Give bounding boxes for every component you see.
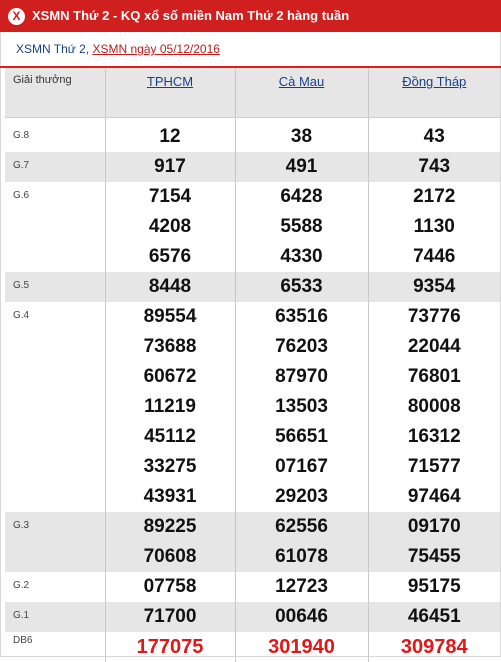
results-body [5, 118, 500, 662]
province-dongthap-link[interactable]: Đồng Tháp [368, 68, 500, 118]
prize-number: 743 [369, 152, 501, 182]
result-cell [368, 602, 500, 632]
page-header [0, 0, 501, 32]
prize-number: 9354 [369, 272, 501, 302]
result-cell [368, 632, 500, 662]
prize-number: 75455 [369, 542, 501, 572]
logo-letter: X [8, 8, 25, 25]
province-tphcm-link[interactable]: TPHCM [105, 68, 235, 118]
prize-number: 6533 [236, 272, 368, 302]
result-cell [105, 512, 235, 572]
table-row [5, 122, 500, 152]
result-cell [368, 302, 500, 512]
prize-number: 70608 [106, 542, 235, 572]
prize-name: DB6 [5, 632, 105, 662]
table-row [5, 602, 500, 632]
prize-number: 71577 [369, 452, 501, 482]
prize-column-header: Giải thưởng [5, 68, 105, 118]
prize-number: 76801 [369, 362, 501, 392]
table-row [5, 182, 500, 272]
result-cell [235, 182, 368, 272]
prize-number: 43931 [106, 482, 235, 512]
prize-number: 6428 [236, 182, 368, 212]
result-cell [105, 602, 235, 632]
prize-name: G.2 [5, 572, 105, 602]
prize-number: 89554 [106, 302, 235, 332]
prize-number: 89225 [106, 512, 235, 542]
result-cell [368, 272, 500, 302]
prize-number: 45112 [106, 422, 235, 452]
prize-number: 09170 [369, 512, 501, 542]
result-cell [368, 182, 500, 272]
prize-number: 2172 [369, 182, 501, 212]
breadcrumb-prefix: XSMN Thứ 2, [16, 42, 93, 56]
prize-number: 16312 [369, 422, 501, 452]
prize-number: 62556 [236, 512, 368, 542]
special-prize-number: 309784 [369, 632, 501, 662]
table-row [5, 152, 500, 182]
prize-number: 95175 [369, 572, 501, 602]
table-row [5, 572, 500, 602]
prize-name: G.1 [5, 602, 105, 632]
prize-number: 73776 [369, 302, 501, 332]
table-row [5, 272, 500, 302]
prize-number: 4330 [236, 242, 368, 272]
prize-number: 7446 [369, 242, 501, 272]
result-cell [368, 572, 500, 602]
result-cell [105, 632, 235, 662]
prize-number: 917 [106, 152, 235, 182]
prize-number: 7154 [106, 182, 235, 212]
result-cell [235, 572, 368, 602]
prize-number: 6576 [106, 242, 235, 272]
table-row [5, 512, 500, 572]
prize-number: 00646 [236, 602, 368, 632]
result-cell [235, 512, 368, 572]
prize-number: 11219 [106, 392, 235, 422]
result-cell [235, 602, 368, 632]
results-table [5, 68, 500, 662]
result-cell [235, 152, 368, 182]
result-cell [105, 272, 235, 302]
result-cell [368, 152, 500, 182]
prize-number: 73688 [106, 332, 235, 362]
page-title: XSMN Thứ 2 - KQ xổ số miền Nam Thứ 2 hàng tuần [32, 8, 349, 23]
table-row [5, 632, 500, 662]
prize-number: 22044 [369, 332, 501, 362]
prize-number: 56651 [236, 422, 368, 452]
result-cell [235, 302, 368, 512]
prize-number: 80008 [369, 392, 501, 422]
prize-number: 13503 [236, 392, 368, 422]
logo-icon [8, 8, 25, 25]
prize-number: 63516 [236, 302, 368, 332]
result-cell [368, 512, 500, 572]
result-cell [105, 572, 235, 602]
prize-number: 76203 [236, 332, 368, 362]
result-cell [105, 122, 235, 152]
prize-number: 1130 [369, 212, 501, 242]
prize-number: 97464 [369, 482, 501, 512]
prize-name: G.6 [5, 182, 105, 272]
prize-number: 46451 [369, 602, 501, 632]
breadcrumb [16, 42, 220, 56]
result-cell [105, 182, 235, 272]
prize-name: G.3 [5, 512, 105, 572]
prize-number: 07758 [106, 572, 235, 602]
prize-number: 8448 [106, 272, 235, 302]
prize-name: G.5 [5, 272, 105, 302]
prize-number: 12 [106, 122, 235, 152]
province-camau-link[interactable]: Cà Mau [235, 68, 368, 118]
table-row [5, 302, 500, 512]
special-prize-number: 301940 [236, 632, 368, 662]
result-cell [235, 272, 368, 302]
prize-number: 4208 [106, 212, 235, 242]
prize-number: 12723 [236, 572, 368, 602]
prize-number: 71700 [106, 602, 235, 632]
result-cell [105, 302, 235, 512]
prize-name: G.8 [5, 122, 105, 152]
prize-number: 61078 [236, 542, 368, 572]
prize-number: 29203 [236, 482, 368, 512]
prize-number: 07167 [236, 452, 368, 482]
prize-number: 60672 [106, 362, 235, 392]
prize-number: 5588 [236, 212, 368, 242]
prize-number: 87970 [236, 362, 368, 392]
prize-number: 43 [369, 122, 501, 152]
prize-number: 38 [236, 122, 368, 152]
result-cell [235, 632, 368, 662]
result-cell [235, 122, 368, 152]
prize-number: 491 [236, 152, 368, 182]
special-prize-number: 177075 [106, 632, 235, 662]
prize-name: G.4 [5, 302, 105, 512]
result-cell [368, 122, 500, 152]
result-cell [105, 152, 235, 182]
table-header-row [5, 68, 500, 118]
prize-name: G.7 [5, 152, 105, 182]
prize-number: 33275 [106, 452, 235, 482]
date-link[interactable]: XSMN ngày 05/12/2016 [93, 42, 220, 56]
